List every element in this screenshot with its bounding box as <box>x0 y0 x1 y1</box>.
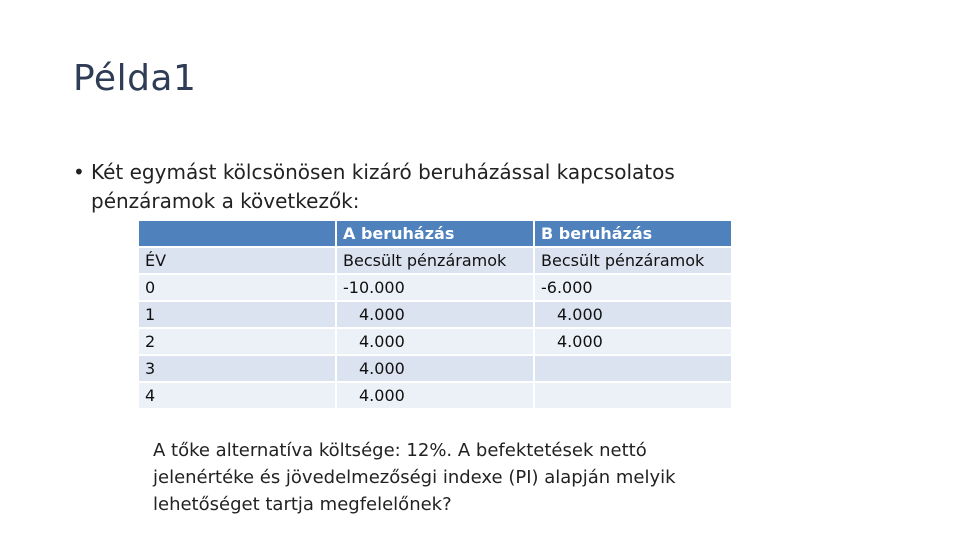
cell-b: -6.000 <box>535 275 731 302</box>
table-row <box>139 329 731 356</box>
cell-b <box>535 356 731 383</box>
cell-b <box>535 302 731 329</box>
cell-b <box>535 383 731 410</box>
header-cell-a: A beruházás <box>337 221 533 248</box>
table-row <box>139 275 731 302</box>
bullet-point <box>73 158 793 216</box>
table-header-row <box>139 221 731 248</box>
cell-a-value: 4.000 <box>359 305 405 324</box>
table-row <box>139 356 731 383</box>
cell-b-value: 4.000 <box>557 332 603 351</box>
cell-year: 3 <box>139 356 335 383</box>
bullet-text: Két egymást kölcsönösen kizáró beruházással kapcsolatos pénzáramok a következők: <box>91 160 675 213</box>
cell-b-value: 4.000 <box>557 305 603 324</box>
cell-a-value: 4.000 <box>359 332 405 351</box>
cell-a <box>337 329 533 356</box>
cash-flow-table <box>137 221 733 410</box>
bullet-dot-icon: • <box>73 160 85 184</box>
subheader-year: ÉV <box>139 248 335 275</box>
slide-title: Példa1 <box>73 58 197 99</box>
cell-year: 0 <box>139 275 335 302</box>
cell-year: 4 <box>139 383 335 410</box>
question-text: A tőke alternatíva költsége: 12%. A befektetések nettó jelenértéke és jövedelmezőségi indexe (PI) alapján melyik lehetőséget tartja megfelelőnek? <box>153 440 676 515</box>
table-row <box>139 302 731 329</box>
cell-year: 1 <box>139 302 335 329</box>
cell-a-value: 4.000 <box>359 359 405 378</box>
cell-a <box>337 383 533 410</box>
cell-year: 2 <box>139 329 335 356</box>
header-cell-empty <box>139 221 335 248</box>
table-subheader-row <box>139 248 731 275</box>
cell-b <box>535 329 731 356</box>
cell-a-value: 4.000 <box>359 386 405 405</box>
subheader-a: Becsült pénzáramok <box>337 248 533 275</box>
cell-a <box>337 356 533 383</box>
table-row <box>139 383 731 410</box>
cell-a: -10.000 <box>337 275 533 302</box>
subheader-b: Becsült pénzáramok <box>535 248 731 275</box>
header-cell-b: B beruházás <box>535 221 731 248</box>
cell-a <box>337 302 533 329</box>
